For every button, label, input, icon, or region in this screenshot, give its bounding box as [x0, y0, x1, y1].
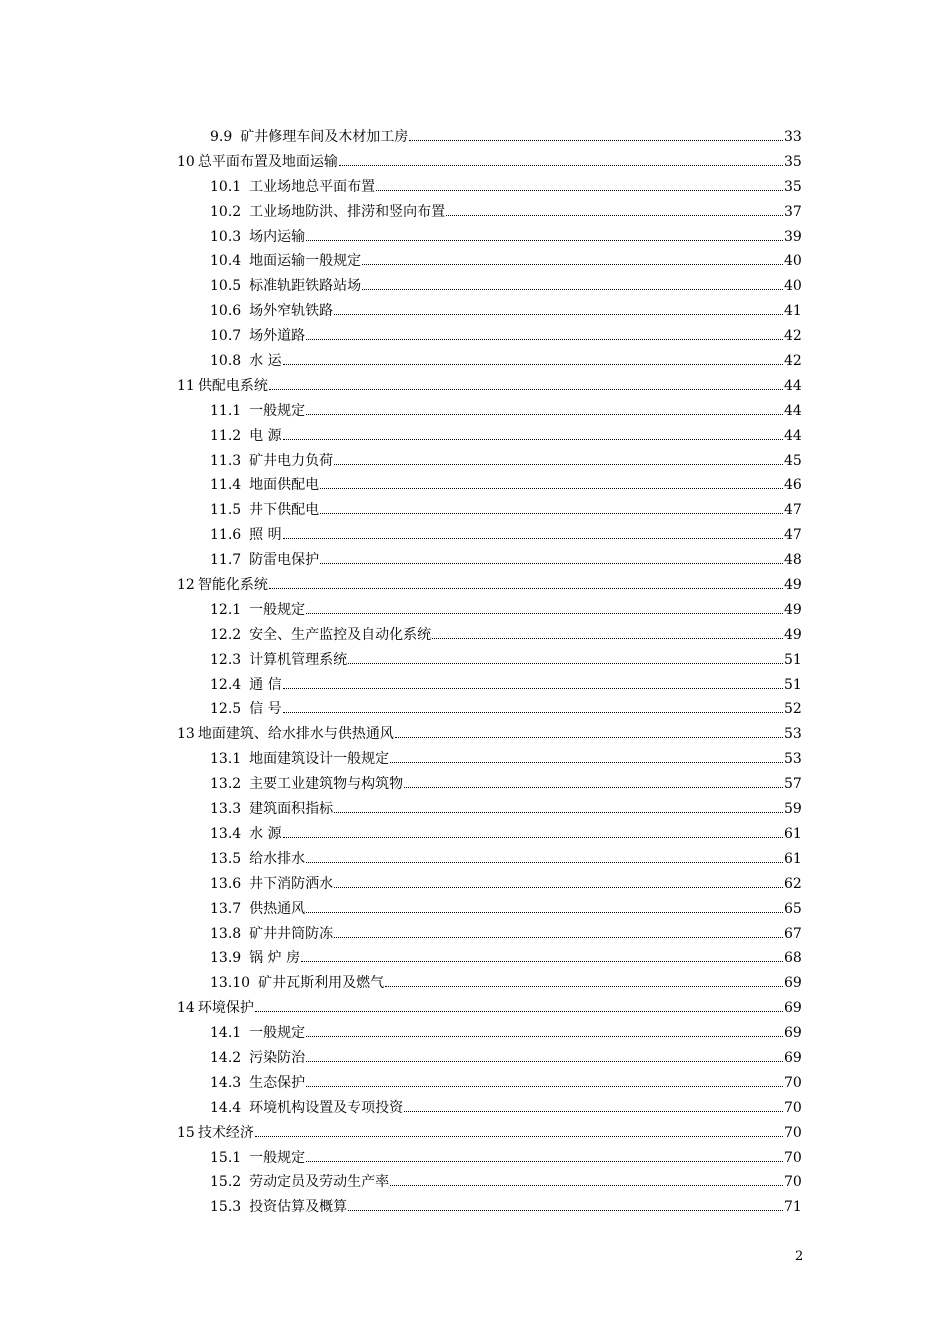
toc-entry-page: 69 [784, 1000, 802, 1017]
toc-entry[interactable] [0, 150, 950, 175]
toc-entry-number: 11 [177, 377, 195, 394]
toc-entry[interactable] [0, 249, 950, 274]
toc-entry-title: 标准轨距铁路站场 [249, 278, 362, 295]
toc-entry-title: 投资估算及概算 [249, 1199, 348, 1216]
toc-entry-number: 13.4 [210, 825, 242, 842]
toc-entry-number: 12.4 [210, 676, 242, 693]
toc-dot-leader [404, 1110, 783, 1112]
toc-entry-title: 地面建筑设计一般规定 [249, 751, 390, 768]
toc-entry-page: 71 [784, 1199, 802, 1216]
toc-entry-title: 供热通风 [249, 900, 306, 917]
toc-entry-page: 69 [784, 1025, 802, 1042]
toc-entry-number: 10.2 [210, 203, 242, 220]
toc-entry-page: 42 [784, 353, 802, 370]
toc-entry[interactable] [0, 772, 950, 797]
toc-entry-title: 劳动定员及劳动生产率 [249, 1174, 390, 1191]
toc-dot-leader [320, 562, 783, 564]
toc-entry-number: 9.9 [210, 129, 233, 145]
toc-dot-leader [283, 836, 783, 838]
toc-dot-leader [320, 512, 783, 514]
toc-dot-leader [283, 438, 783, 440]
toc-dot-leader [362, 263, 783, 265]
toc-dot-leader [339, 164, 783, 166]
toc-entry-number: 13 [177, 726, 195, 743]
toc-entry-page: 67 [784, 925, 802, 942]
toc-dot-leader [404, 786, 783, 788]
toc-entry-number: 12.5 [210, 701, 242, 718]
toc-dot-leader [390, 1184, 783, 1186]
toc-entry-number: 14 [177, 1000, 195, 1017]
toc-entry-page: 49 [784, 601, 802, 618]
toc-entry-number: 10.7 [210, 328, 242, 345]
toc-entry-number: 13.2 [210, 776, 242, 793]
toc-entry-page: 44 [784, 377, 802, 394]
toc-dot-leader [446, 214, 783, 216]
toc-entry-number: 11.4 [210, 477, 242, 494]
toc-entry-page: 44 [784, 427, 802, 444]
toc-dot-leader [306, 1160, 783, 1162]
toc-entry-number: 11.1 [210, 402, 242, 419]
toc-dot-leader [301, 960, 783, 962]
toc-entry-number: 11.7 [210, 552, 242, 569]
toc-entry-title: 建筑面积指标 [249, 801, 334, 818]
toc-dot-leader [306, 1035, 783, 1037]
toc-entry[interactable] [0, 225, 950, 250]
toc-entry-title: 污染防治 [249, 1049, 306, 1066]
toc-entry-number: 10.4 [210, 253, 242, 270]
toc-dot-leader [255, 1135, 783, 1137]
toc-entry[interactable] [0, 200, 950, 225]
toc-entry-page: 70 [784, 1074, 802, 1091]
toc-entry-page: 49 [784, 626, 802, 643]
toc-entry[interactable] [0, 822, 950, 847]
toc-entry[interactable] [0, 548, 950, 573]
toc-dot-leader [376, 189, 783, 191]
toc-entry-title: 给水排水 [249, 850, 306, 867]
toc-dot-leader [255, 1010, 783, 1012]
toc-entry-page: 51 [784, 676, 802, 693]
toc-entry-title: 工业场地总平面布置 [249, 178, 376, 195]
toc-entry[interactable] [0, 324, 950, 349]
toc-dot-leader [283, 711, 783, 713]
toc-entry-page: 39 [784, 228, 802, 245]
toc-entry[interactable] [0, 1195, 950, 1220]
toc-entry-number: 13.10 [210, 975, 251, 992]
toc-dot-leader [269, 388, 783, 390]
toc-dot-leader [385, 985, 783, 987]
toc-entry-number: 10.6 [210, 303, 242, 320]
toc-entry-title: 一般规定 [249, 1149, 306, 1166]
toc-entry-number: 10 [177, 153, 195, 170]
toc-entry-title: 智能化系统 [197, 577, 268, 594]
toc-entry-page: 37 [784, 203, 802, 220]
toc-entry[interactable] [0, 673, 950, 698]
toc-entry-number: 10.1 [210, 178, 242, 195]
toc-entry-title: 地面供配电 [249, 477, 320, 494]
toc-entry-number: 14.3 [210, 1074, 242, 1091]
toc-entry[interactable] [0, 922, 950, 947]
toc-entry[interactable] [0, 349, 950, 374]
toc-entry-title: 矿井电力负荷 [249, 452, 334, 469]
toc-entry-number: 13.1 [210, 751, 242, 768]
toc-entry-number: 11.3 [210, 452, 242, 469]
toc-entry-title: 电 源 [249, 427, 282, 444]
toc-entry[interactable] [0, 797, 950, 822]
toc-entry-number: 11.2 [210, 427, 242, 444]
toc-entry[interactable] [0, 498, 950, 523]
toc-entry-page: 48 [784, 552, 802, 569]
toc-entry-title: 场内运输 [249, 228, 306, 245]
toc-entry-page: 61 [784, 825, 802, 842]
toc-entry-page: 65 [784, 900, 802, 917]
toc-entry-page: 52 [784, 701, 802, 718]
toc-entry-number: 13.7 [210, 900, 242, 917]
toc-dot-leader [306, 239, 783, 241]
toc-entry[interactable] [0, 1021, 950, 1046]
toc-entry-number: 13.3 [210, 801, 242, 818]
toc-entry-title: 通 信 [249, 676, 282, 693]
toc-dot-leader [283, 537, 783, 539]
toc-dot-leader [306, 413, 783, 415]
toc-entry-number: 13.6 [210, 875, 242, 892]
toc-entry-title: 水 源 [249, 825, 282, 842]
toc-dot-leader [395, 736, 783, 738]
toc-entry-number: 10.5 [210, 278, 242, 295]
toc-entry-page: 47 [784, 502, 802, 519]
toc-entry-title: 场外窄轨铁路 [249, 303, 334, 320]
table-of-contents [0, 125, 950, 1220]
toc-entry[interactable] [0, 523, 950, 548]
toc-entry-title: 总平面布置及地面运输 [197, 153, 338, 170]
toc-dot-leader [362, 288, 783, 290]
toc-entry-number: 13.8 [210, 925, 242, 942]
toc-entry-number: 12 [177, 577, 195, 594]
toc-dot-leader [334, 886, 783, 888]
toc-entry-number: 14.1 [210, 1025, 242, 1042]
toc-entry-page: 51 [784, 651, 802, 668]
toc-entry-page: 62 [784, 875, 802, 892]
toc-dot-leader [334, 936, 783, 938]
toc-entry[interactable] [0, 274, 950, 299]
toc-entry-page: 35 [784, 178, 802, 195]
toc-dot-leader [306, 1085, 783, 1087]
toc-entry[interactable] [0, 722, 950, 747]
toc-entry-page: 35 [784, 153, 802, 170]
toc-entry-number: 15.3 [210, 1199, 242, 1216]
page-number: 2 [795, 1249, 804, 1264]
toc-entry-title: 环境保护 [197, 1000, 254, 1017]
toc-entry-page: 44 [784, 402, 802, 419]
toc-dot-leader [306, 861, 783, 863]
toc-entry[interactable] [0, 1071, 950, 1096]
toc-entry[interactable] [0, 449, 950, 474]
toc-entry[interactable] [0, 747, 950, 772]
toc-entry-page: 42 [784, 328, 802, 345]
toc-entry-page: 70 [784, 1099, 802, 1116]
toc-entry-title: 一般规定 [249, 601, 306, 618]
toc-entry-page: 45 [784, 452, 802, 469]
toc-entry-number: 13.9 [210, 950, 242, 967]
toc-entry-title: 主要工业建筑物与构筑物 [249, 776, 404, 793]
toc-dot-leader [348, 1209, 783, 1211]
toc-entry[interactable] [0, 1046, 950, 1071]
toc-entry-page: 53 [784, 751, 802, 768]
toc-entry[interactable] [0, 424, 950, 449]
toc-entry-page: 33 [784, 129, 802, 145]
toc-entry-number: 15 [177, 1124, 195, 1141]
toc-dot-leader [334, 313, 783, 315]
toc-entry[interactable] [0, 1170, 950, 1195]
toc-entry[interactable] [0, 125, 950, 150]
toc-entry-number: 14.2 [210, 1049, 242, 1066]
toc-entry-number: 12.2 [210, 626, 242, 643]
toc-entry-page: 70 [784, 1149, 802, 1166]
toc-entry[interactable] [0, 1121, 950, 1146]
toc-entry-number: 11.5 [210, 502, 242, 519]
toc-entry-number: 14.4 [210, 1099, 242, 1116]
toc-entry-title: 信 号 [249, 701, 282, 718]
toc-entry[interactable] [0, 175, 950, 200]
toc-entry-title: 技术经济 [197, 1124, 254, 1141]
toc-entry-title: 井下消防洒水 [249, 875, 334, 892]
toc-entry-title: 计算机管理系统 [249, 651, 348, 668]
toc-entry-page: 40 [784, 253, 802, 270]
toc-dot-leader [390, 761, 783, 763]
toc-entry-number: 15.2 [210, 1174, 242, 1191]
toc-entry-page: 40 [784, 278, 802, 295]
toc-dot-leader [432, 637, 783, 639]
toc-entry-title: 一般规定 [249, 1025, 306, 1042]
toc-entry[interactable] [0, 399, 950, 424]
toc-entry[interactable] [0, 1146, 950, 1171]
toc-entry-number: 10.8 [210, 353, 242, 370]
toc-entry-page: 49 [784, 577, 802, 594]
toc-entry-number: 12.1 [210, 601, 242, 618]
toc-dot-leader [283, 363, 783, 365]
toc-entry-page: 68 [784, 950, 802, 967]
toc-entry[interactable] [0, 648, 950, 673]
toc-entry[interactable] [0, 623, 950, 648]
toc-entry[interactable] [0, 1096, 950, 1121]
toc-entry-page: 41 [784, 303, 802, 320]
toc-dot-leader [269, 587, 783, 589]
toc-dot-leader [409, 139, 783, 141]
toc-entry-number: 13.5 [210, 850, 242, 867]
toc-entry-number: 12.3 [210, 651, 242, 668]
toc-entry[interactable] [0, 996, 950, 1021]
toc-entry-title: 一般规定 [249, 402, 306, 419]
toc-entry-page: 69 [784, 1049, 802, 1066]
toc-entry-number: 10.3 [210, 228, 242, 245]
toc-entry-page: 47 [784, 527, 802, 544]
toc-entry-title: 照 明 [249, 527, 282, 544]
toc-entry-title: 地面建筑、给水排水与供热通风 [197, 726, 394, 743]
toc-entry[interactable] [0, 897, 950, 922]
toc-dot-leader [306, 612, 783, 614]
toc-dot-leader [283, 687, 783, 689]
toc-dot-leader [306, 1060, 783, 1062]
toc-entry-page: 59 [784, 801, 802, 818]
toc-entry-number: 11.6 [210, 527, 242, 544]
toc-entry-title: 生态保护 [249, 1074, 306, 1091]
toc-dot-leader [334, 463, 783, 465]
toc-entry-title: 矿井井筒防冻 [249, 925, 334, 942]
toc-entry[interactable] [0, 697, 950, 722]
toc-entry[interactable] [0, 872, 950, 897]
toc-entry[interactable] [0, 971, 950, 996]
toc-entry-page: 70 [784, 1124, 802, 1141]
toc-dot-leader [320, 487, 783, 489]
toc-dot-leader [306, 338, 783, 340]
toc-entry-page: 61 [784, 850, 802, 867]
toc-entry-page: 46 [784, 477, 802, 494]
toc-entry-number: 15.1 [210, 1149, 242, 1166]
toc-entry-title: 地面运输一般规定 [249, 253, 362, 270]
toc-entry-title: 场外道路 [249, 328, 306, 345]
toc-entry-title: 矿井修理车间及木材加工房 [240, 129, 409, 145]
toc-entry-title: 环境机构设置及专项投资 [249, 1099, 404, 1116]
toc-entry-title: 安全、生产监控及自动化系统 [249, 626, 432, 643]
toc-entry-page: 57 [784, 776, 802, 793]
toc-entry-title: 防雷电保护 [249, 552, 320, 569]
toc-entry[interactable] [0, 847, 950, 872]
toc-entry[interactable] [0, 374, 950, 399]
toc-entry[interactable] [0, 946, 950, 971]
toc-entry-page: 53 [784, 726, 802, 743]
toc-entry-page: 70 [784, 1174, 802, 1191]
toc-dot-leader [306, 911, 783, 913]
toc-dot-leader [348, 662, 783, 664]
toc-entry-title: 井下供配电 [249, 502, 320, 519]
toc-entry-title: 锅 炉 房 [249, 950, 301, 967]
toc-entry[interactable] [0, 598, 950, 623]
toc-entry[interactable] [0, 299, 950, 324]
toc-entry-page: 69 [784, 975, 802, 992]
toc-entry-title: 矿井瓦斯利用及燃气 [258, 975, 385, 992]
toc-dot-leader [334, 811, 783, 813]
toc-entry-title: 供配电系统 [197, 377, 268, 394]
toc-entry-title: 工业场地防洪、排涝和竖向布置 [249, 203, 446, 220]
toc-entry-title: 水 运 [249, 353, 282, 370]
toc-entry[interactable] [0, 573, 950, 598]
toc-entry[interactable] [0, 473, 950, 498]
